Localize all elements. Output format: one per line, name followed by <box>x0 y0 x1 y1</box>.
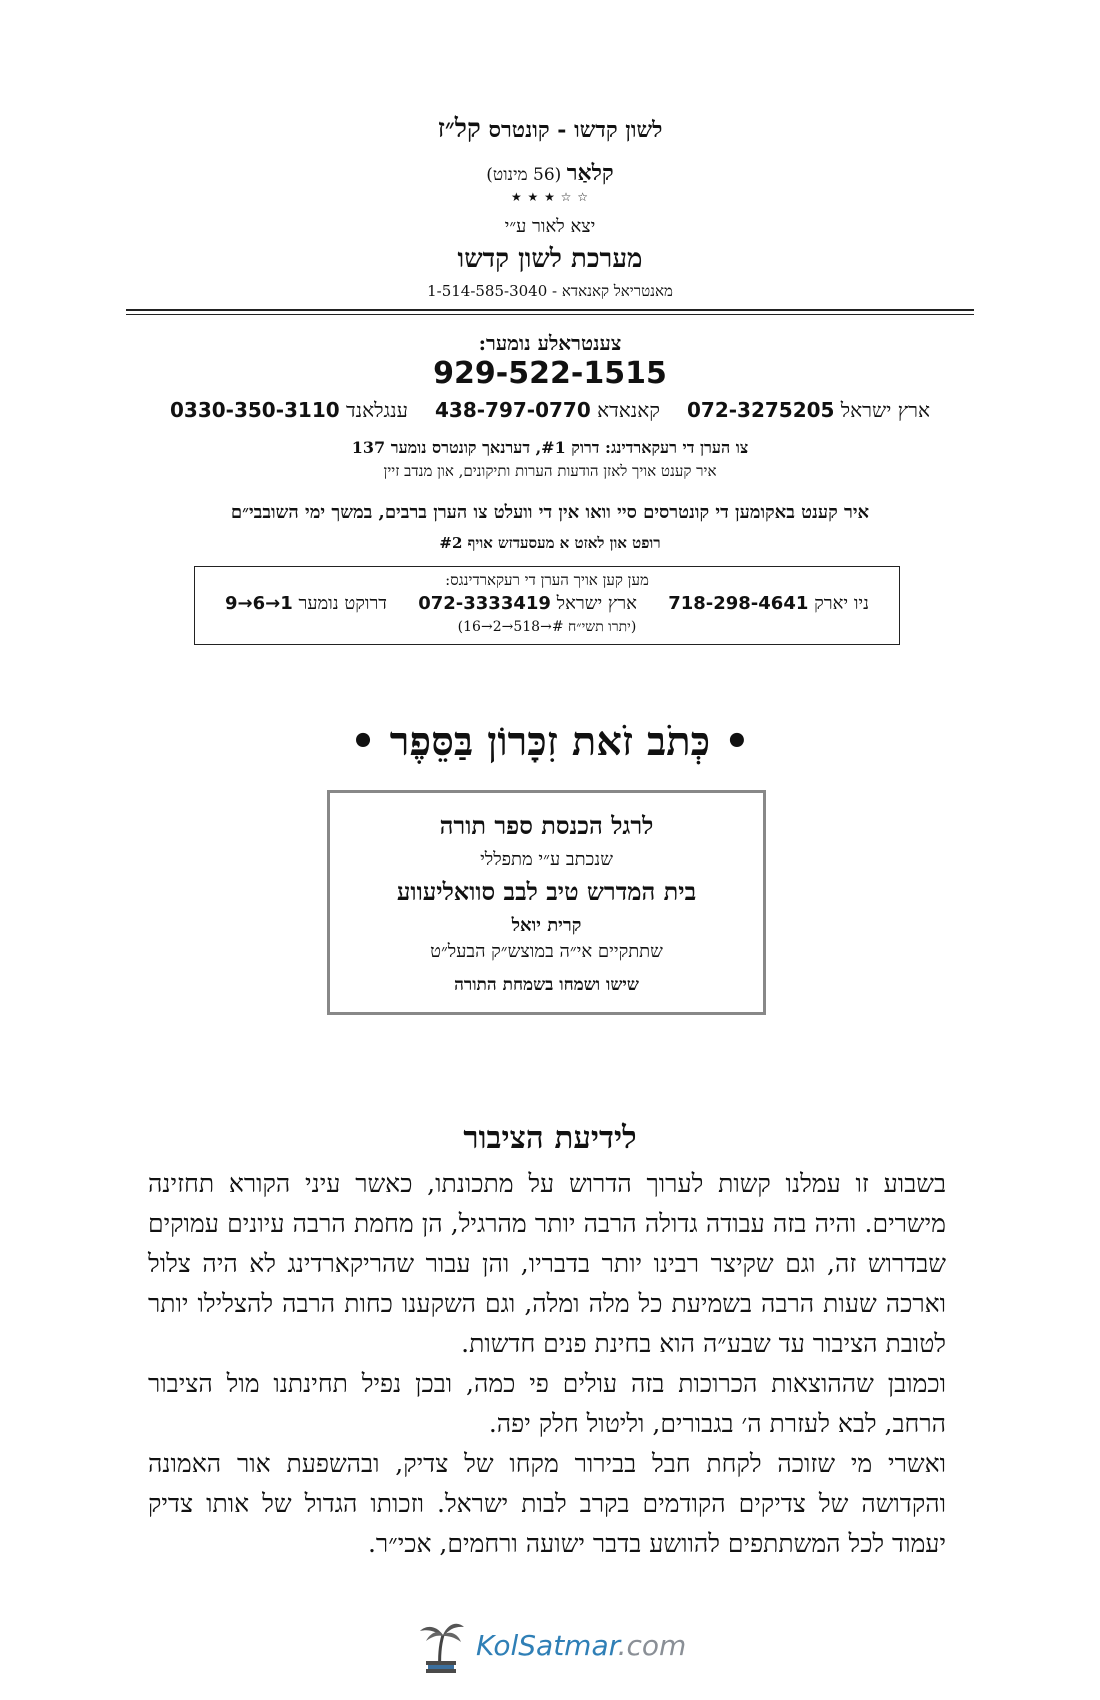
recordings-box <box>194 566 900 645</box>
box-phone-ny-label: ניו יארק <box>808 593 869 614</box>
dedication-line-1: לרגל הכנסת ספר תורה <box>439 811 654 840</box>
call-line: רופט און לאזט א מעסעדזש אויף #2 <box>439 534 661 552</box>
notice-paragraph-1: בשבוע זו עמלנו קשות לערוך הדרוש על מתכונתו, כאשר עיני הקורא תחזינה מישרים. והיה בזה עבודה גדולה הרבה יותר מהרגיל, הן מחמת הרבה עיונים עמוקים שבדרוש זה, וגם שקיצר רבינו יותר בדבריו, והן עבור שהריקארדינג לא היה צלול וארכה שעות הרבה בשמיעת כל מלה ומלה, וגם השקענו כחות הרבה להצלילו יותר לטובת הציבור עד שבע״ה הוא בחינת פנים חדשות. <box>148 1169 946 1358</box>
rating-stars: ★ ★ ★ ☆ ☆ <box>510 190 590 204</box>
box-press-value: 9→6→1 <box>225 593 293 614</box>
publisher-name: מערכת לשון קדשו <box>457 244 643 274</box>
box-phone-ny <box>668 593 869 614</box>
published-by: יצא לאור ע״י <box>504 216 596 237</box>
logo-wordmark <box>476 1629 686 1662</box>
phone-israel <box>687 398 930 428</box>
notice-paragraph-2: וכמובן שההוצאות הכרוכות בזה עולים פי כמה, ובכן נפיל תחינתנו מול הציבור הרחב, לבא לעזרת ה׳ בגבורים, וליטול חלק יפה. <box>148 1369 946 1438</box>
corrections-line: איר קענט אויך לאזן הודעות הערות ותיקונים, און מנדב זיין <box>383 462 717 480</box>
series-title <box>0 114 1100 144</box>
audio-info <box>0 160 1100 186</box>
logo-kol: KolSatmar <box>476 1628 618 1662</box>
box-phone-il <box>418 593 637 614</box>
kolsatmar-logo <box>416 1617 686 1673</box>
dedication-line-5: שתתקיים אי״ה במוצש״ק הבעל״ט <box>430 941 663 962</box>
box-phone-il-number: 072-3333419 <box>418 593 551 614</box>
series-number: קל״ז <box>437 114 481 144</box>
dedication-line-3: בית המדרש טיב לבב סוואליעווע <box>396 877 697 906</box>
dedication-line-4: קרית יואל <box>511 915 582 936</box>
phone-canada-label: קאנאדא <box>590 398 660 422</box>
phone-england-number: 0330-350-3110 <box>170 398 340 422</box>
notice-paragraph-3: ואשרי מי שזוכה לקחת חבל בבירור מקחו של צדיק, ובהשפעת אור האמונה והקדושה של צדיקים הקודמים בקרב לבות ישראל. וזכותו הגדול של אותו צדיק יעמוד לכל המשתתפים להוושע בדבר ישועה ורחמים, אכי״ר. <box>148 1449 946 1558</box>
palm-tree-icon <box>416 1617 466 1673</box>
dedication-line-2: שנכתב ע״י מתפללי <box>480 849 613 870</box>
notice-body <box>148 1164 946 1564</box>
regional-phones <box>170 398 930 428</box>
recordings-box-phones <box>225 593 869 614</box>
publisher-location: מאנטריאל קאנאדא - 1-514-585-3040 <box>427 282 673 300</box>
phone-israel-label: ארץ ישראל <box>834 398 930 422</box>
notice-title: לידיעת הציבור <box>463 1120 637 1156</box>
header-divider-bottom <box>126 314 974 315</box>
audio-label: קלאַר <box>566 160 614 186</box>
phone-israel-number: 072-3275205 <box>686 398 835 422</box>
phone-canada <box>435 398 660 428</box>
dedication-line-6: שישו ושמחו בשמחת התורה <box>454 975 639 995</box>
header-divider-top <box>126 309 974 311</box>
dedication-box <box>327 790 766 1015</box>
phone-england <box>170 398 408 428</box>
verse-heading: • כְּתֹב זֹאת זִכָּרוֹן בַּסֵּפֶר • <box>350 718 750 765</box>
logo-com: .com <box>617 1628 687 1662</box>
box-press-number <box>225 593 387 614</box>
series-title-text: לשון קדשו - קונטרס <box>480 117 663 143</box>
recordings-box-title: מען קען אויך הערן די רעקארדינגס: <box>445 571 649 589</box>
central-number: 929-522-1515 <box>433 356 667 391</box>
shovavim-line: איר קענט באקומען די קונטרסים סיי וואו אין די וועלט צו הערן ברבים, במשך ימי השובבי״ם <box>230 502 870 523</box>
phone-canada-number: 438-797-0770 <box>434 398 591 422</box>
box-phone-ny-number: 718-298-4641 <box>668 593 809 614</box>
phone-england-label: ענגלאנד <box>339 398 408 422</box>
box-phone-il-label: ארץ ישראל <box>550 593 637 614</box>
recordings-line: צו הערן די רעקארדינג: דרוק #1, דערנאך קונטרס נומער 137 <box>351 438 749 457</box>
audio-duration: (56 מינוט) <box>486 165 562 185</box>
recordings-box-footnote: (יתרו תשי״ח #→518→2→16) <box>457 619 637 635</box>
central-number-label: צענטראלע נומער: <box>478 331 622 355</box>
box-press-label: דרוקט נומער <box>292 593 387 614</box>
